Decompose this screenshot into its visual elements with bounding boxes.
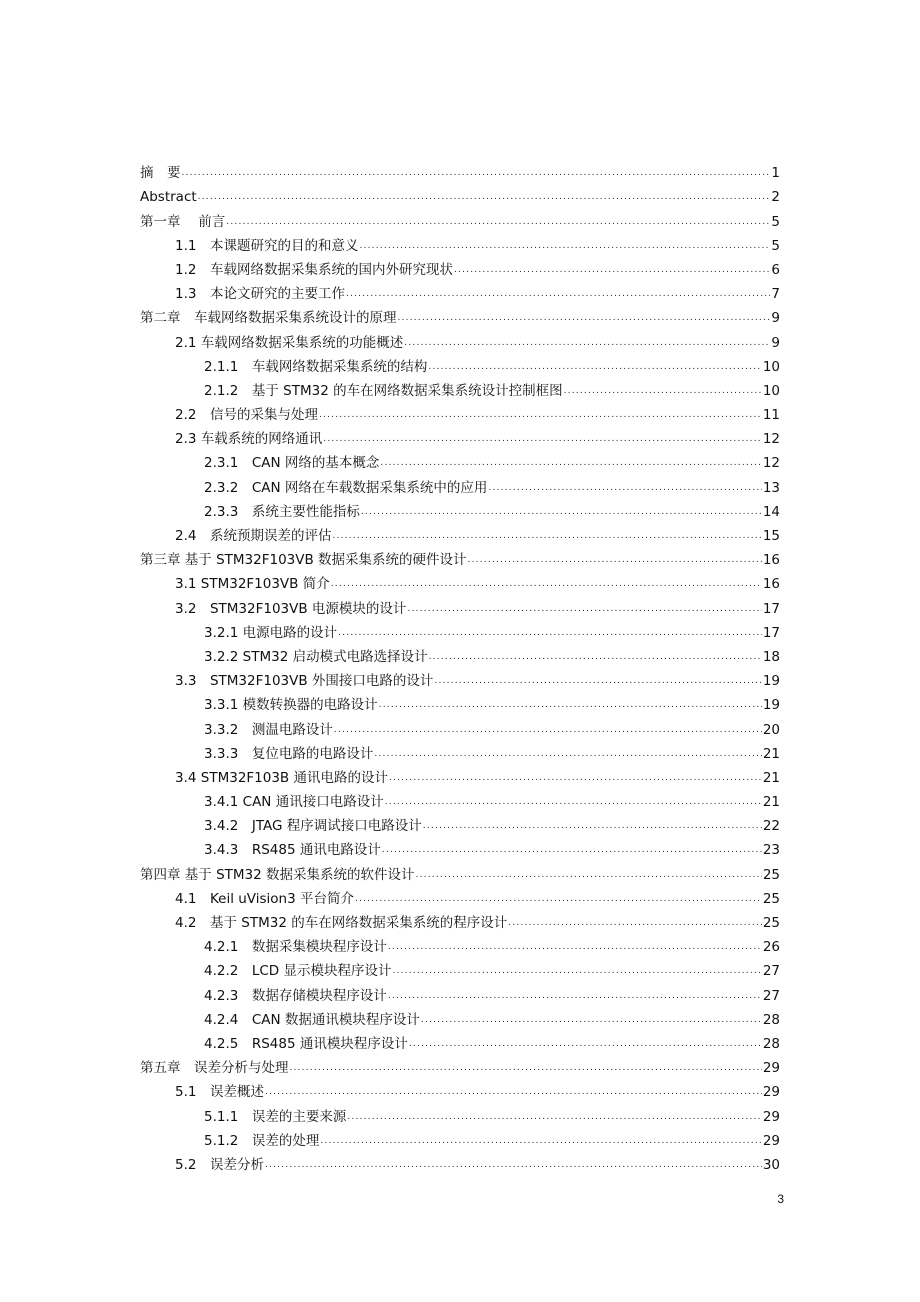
- toc-dot-leader: [379, 696, 762, 714]
- toc-entry[interactable]: [140, 739, 780, 763]
- toc-entry[interactable]: [140, 424, 780, 448]
- toc-entry-title: 5.1.2 误差的处理: [204, 1132, 320, 1149]
- toc-entry[interactable]: [140, 714, 780, 738]
- toc-entry-page: 29: [762, 1132, 780, 1149]
- toc-entry[interactable]: [140, 1005, 780, 1029]
- toc-entry-page: 13: [762, 479, 780, 496]
- toc-dot-leader: [416, 866, 762, 884]
- toc-dot-leader: [290, 1059, 762, 1077]
- toc-entry-title: 5.1 误差概述: [175, 1084, 264, 1101]
- toc-entry[interactable]: [140, 1126, 780, 1150]
- toc-dot-leader: [468, 551, 762, 569]
- toc-entry[interactable]: [140, 835, 780, 859]
- toc-entry[interactable]: [140, 569, 780, 593]
- toc-entry-title: 第一章 前言: [140, 213, 226, 230]
- toc-entry[interactable]: [140, 1029, 780, 1053]
- toc-entry-title: 4.1 Keil uVision3 平台简介: [175, 890, 354, 907]
- toc-entry[interactable]: [140, 231, 780, 255]
- toc-entry-title: 3.4.2 JTAG 程序调试接口电路设计: [204, 818, 422, 835]
- toc-dot-leader: [429, 648, 762, 666]
- toc-entry-title: 4.2.2 LCD 显示模块程序设计: [204, 963, 392, 980]
- toc-dot-leader: [355, 890, 762, 908]
- page-number: 3: [777, 1192, 784, 1206]
- toc-entry[interactable]: [140, 376, 780, 400]
- toc-dot-leader: [389, 769, 762, 787]
- toc-entry[interactable]: [140, 1053, 780, 1077]
- toc-dot-leader: [265, 1083, 762, 1101]
- toc-entry-page: 16: [762, 576, 780, 593]
- toc-entry-title: 2.2 信号的采集与处理: [175, 407, 318, 424]
- toc-entry-title: 4.2.3 数据存储模块程序设计: [204, 987, 387, 1004]
- toc-entry-page: 29: [762, 1108, 780, 1125]
- toc-entry-title: 3.4.1 CAN 通讯接口电路设计: [204, 794, 384, 811]
- toc-dot-leader: [404, 334, 770, 352]
- toc-entry-page: 20: [762, 721, 780, 738]
- toc-entry-page: 5: [771, 213, 780, 230]
- toc-dot-leader: [265, 1156, 762, 1174]
- toc-entry[interactable]: [140, 618, 780, 642]
- toc-entry-title: 第二章 车载网络数据采集系统设计的原理: [140, 310, 397, 327]
- toc-entry-title: 3.2.2 STM32 启动模式电路选择设计: [204, 648, 428, 665]
- toc-entry-title: 2.3.3 系统主要性能指标: [204, 503, 360, 520]
- toc-entry[interactable]: [140, 448, 780, 472]
- toc-entry-page: 17: [762, 600, 780, 617]
- toc-dot-leader: [319, 406, 762, 424]
- toc-dot-leader: [388, 938, 762, 956]
- toc-dot-leader: [347, 1108, 761, 1126]
- toc-entry-title: 3.1 STM32F103VB 简介: [175, 576, 330, 593]
- toc-entry-page: 29: [762, 1060, 780, 1077]
- toc-dot-leader: [374, 745, 761, 763]
- toc-dot-leader: [323, 430, 762, 448]
- toc-entry-page: 19: [762, 673, 780, 690]
- toc-dot-leader: [334, 721, 762, 739]
- toc-dot-leader: [421, 1011, 762, 1029]
- toc-entry[interactable]: [140, 787, 780, 811]
- toc-entry[interactable]: [140, 980, 780, 1004]
- toc-entry[interactable]: [140, 1101, 780, 1125]
- toc-entry[interactable]: [140, 666, 780, 690]
- toc-entry-title: 第五章 误差分析与处理: [140, 1060, 289, 1077]
- toc-entry[interactable]: [140, 811, 780, 835]
- toc-dot-leader: [332, 527, 761, 545]
- toc-entry-page: 14: [762, 503, 780, 520]
- toc-entry-page: 6: [771, 261, 780, 278]
- toc-entry-page: 19: [762, 697, 780, 714]
- toc-entry-page: 25: [762, 866, 780, 883]
- toc-entry[interactable]: [140, 908, 780, 932]
- toc-entry-page: 21: [762, 745, 780, 762]
- toc-entry[interactable]: [140, 327, 780, 351]
- toc-dot-leader: [382, 841, 762, 859]
- toc-dot-leader: [388, 987, 762, 1005]
- toc-entry-page: 29: [762, 1084, 780, 1101]
- toc-dot-leader: [198, 188, 771, 206]
- toc-entry-page: 23: [762, 842, 780, 859]
- toc-entry[interactable]: [140, 859, 780, 883]
- toc-dot-leader: [226, 213, 770, 231]
- toc-dot-leader: [392, 962, 761, 980]
- toc-entry-page: 26: [762, 939, 780, 956]
- toc-dot-leader: [428, 358, 761, 376]
- toc-dot-leader: [564, 382, 762, 400]
- toc-entry[interactable]: [140, 497, 780, 521]
- toc-entry-title: 1.3 本论文研究的主要工作: [175, 286, 345, 303]
- toc-entry-page: 21: [762, 769, 780, 786]
- toc-entry-title: 3.2 STM32F103VB 电源模块的设计: [175, 600, 407, 617]
- toc-dot-leader: [423, 817, 762, 835]
- toc-entry-page: 1: [771, 165, 780, 182]
- toc-entry-title: 1.1 本课题研究的目的和意义: [175, 237, 359, 254]
- toc-entry-title: 5.1.1 误差的主要来源: [204, 1108, 347, 1125]
- toc-entry-title: 3.3.3 复位电路的电路设计: [204, 745, 374, 762]
- toc-entry-title: 2.1.2 基于 STM32 的车在网络数据采集系统设计控制框图: [204, 382, 563, 399]
- toc-entry-page: 18: [762, 648, 780, 665]
- toc-entry[interactable]: [140, 690, 780, 714]
- toc-entry[interactable]: [140, 1150, 780, 1174]
- toc-dot-leader: [409, 1035, 762, 1053]
- toc-entry[interactable]: [140, 206, 780, 230]
- toc-dot-leader: [385, 793, 762, 811]
- toc-entry-title: 2.3 车载系统的网络通讯: [175, 431, 323, 448]
- toc-entry-page: 9: [771, 310, 780, 327]
- toc-entry-page: 27: [762, 987, 780, 1004]
- table-of-contents: [140, 158, 780, 1174]
- toc-entry-title: 3.3.2 测温电路设计: [204, 721, 333, 738]
- toc-dot-leader: [346, 285, 770, 303]
- toc-entry-title: 2.3.2 CAN 网络在车载数据采集系统中的应用: [204, 479, 488, 496]
- toc-entry-page: 12: [762, 431, 780, 448]
- toc-entry-page: 9: [771, 334, 780, 351]
- toc-entry-title: 3.3.1 模数转换器的电路设计: [204, 697, 378, 714]
- toc-dot-leader: [182, 164, 771, 182]
- toc-entry[interactable]: [140, 521, 780, 545]
- toc-entry[interactable]: [140, 1077, 780, 1101]
- toc-dot-leader: [338, 624, 762, 642]
- toc-entry[interactable]: [140, 303, 780, 327]
- toc-entry-page: 16: [762, 552, 780, 569]
- toc-entry-title: 2.3.1 CAN 网络的基本概念: [204, 455, 380, 472]
- toc-entry-title: 第四章 基于 STM32 数据采集系统的软件设计: [140, 866, 415, 883]
- toc-entry[interactable]: [140, 158, 780, 182]
- toc-dot-leader: [434, 672, 761, 690]
- toc-entry-page: 11: [762, 407, 780, 424]
- toc-entry-title: 2.4 系统预期误差的评估: [175, 528, 332, 544]
- toc-entry[interactable]: [140, 763, 780, 787]
- toc-entry-page: 10: [762, 382, 780, 399]
- toc-entry[interactable]: [140, 352, 780, 376]
- toc-entry-page: 25: [762, 890, 780, 907]
- toc-entry-page: 10: [762, 358, 780, 375]
- toc-entry-title: 2.1.1 车载网络数据采集系统的结构: [204, 358, 428, 375]
- toc-entry-title: 5.2 误差分析: [175, 1156, 264, 1173]
- toc-entry[interactable]: [140, 545, 780, 569]
- toc-entry[interactable]: [140, 182, 780, 206]
- toc-entry-page: 2: [771, 189, 780, 206]
- toc-entry-page: 30: [762, 1156, 780, 1173]
- toc-entry-title: 3.4 STM32F103B 通讯电路的设计: [175, 769, 388, 786]
- toc-entry-page: 7: [771, 286, 780, 303]
- toc-entry-page: 28: [762, 1035, 780, 1052]
- toc-entry[interactable]: [140, 884, 780, 908]
- toc-entry-page: 12: [762, 455, 780, 472]
- toc-entry-title: 2.1 车载网络数据采集系统的功能概述: [175, 334, 404, 351]
- toc-dot-leader: [380, 454, 761, 472]
- toc-entry[interactable]: [140, 593, 780, 617]
- toc-entry-title: 4.2.4 CAN 数据通讯模块程序设计: [204, 1011, 420, 1028]
- toc-entry-page: 5: [771, 237, 780, 254]
- toc-entry-title: 1.2 车载网络数据采集系统的国内外研究现状: [175, 261, 453, 278]
- toc-entry-title: 4.2 基于 STM32 的车在网络数据采集系统的程序设计: [175, 915, 508, 931]
- toc-entry[interactable]: [140, 956, 780, 980]
- toc-entry-page: 25: [762, 915, 780, 931]
- toc-dot-leader: [508, 914, 762, 932]
- toc-entry-title: 3.4.3 RS485 通讯电路设计: [204, 842, 381, 859]
- toc-entry[interactable]: [140, 932, 780, 956]
- toc-entry-title: 第三章 基于 STM32F103VB 数据采集系统的硬件设计: [140, 552, 467, 569]
- toc-entry-page: 21: [762, 794, 780, 811]
- toc-entry-page: 27: [762, 963, 780, 980]
- toc-dot-leader: [407, 600, 761, 618]
- toc-dot-leader: [454, 261, 770, 279]
- toc-entry[interactable]: [140, 642, 780, 666]
- toc-entry-title: 摘 要: [140, 165, 181, 182]
- toc-dot-leader: [488, 479, 761, 497]
- toc-entry[interactable]: [140, 400, 780, 424]
- toc-dot-leader: [331, 575, 762, 593]
- toc-entry[interactable]: [140, 279, 780, 303]
- toc-dot-leader: [398, 309, 771, 327]
- toc-entry-page: 28: [762, 1011, 780, 1028]
- toc-entry-title: 4.2.5 RS485 通讯模块程序设计: [204, 1035, 408, 1052]
- toc-dot-leader: [320, 1132, 761, 1150]
- toc-entry-page: 15: [762, 528, 780, 544]
- toc-entry-title: Abstract: [140, 189, 197, 206]
- toc-dot-leader: [361, 503, 762, 521]
- toc-entry-page: 22: [762, 818, 780, 835]
- toc-entry-title: 3.2.1 电源电路的设计: [204, 624, 338, 641]
- toc-entry-title: 4.2.1 数据采集模块程序设计: [204, 939, 387, 956]
- toc-dot-leader: [359, 237, 770, 255]
- toc-entry[interactable]: [140, 255, 780, 279]
- toc-entry[interactable]: [140, 472, 780, 496]
- toc-entry-page: 17: [762, 624, 780, 641]
- toc-entry-title: 3.3 STM32F103VB 外围接口电路的设计: [175, 673, 434, 690]
